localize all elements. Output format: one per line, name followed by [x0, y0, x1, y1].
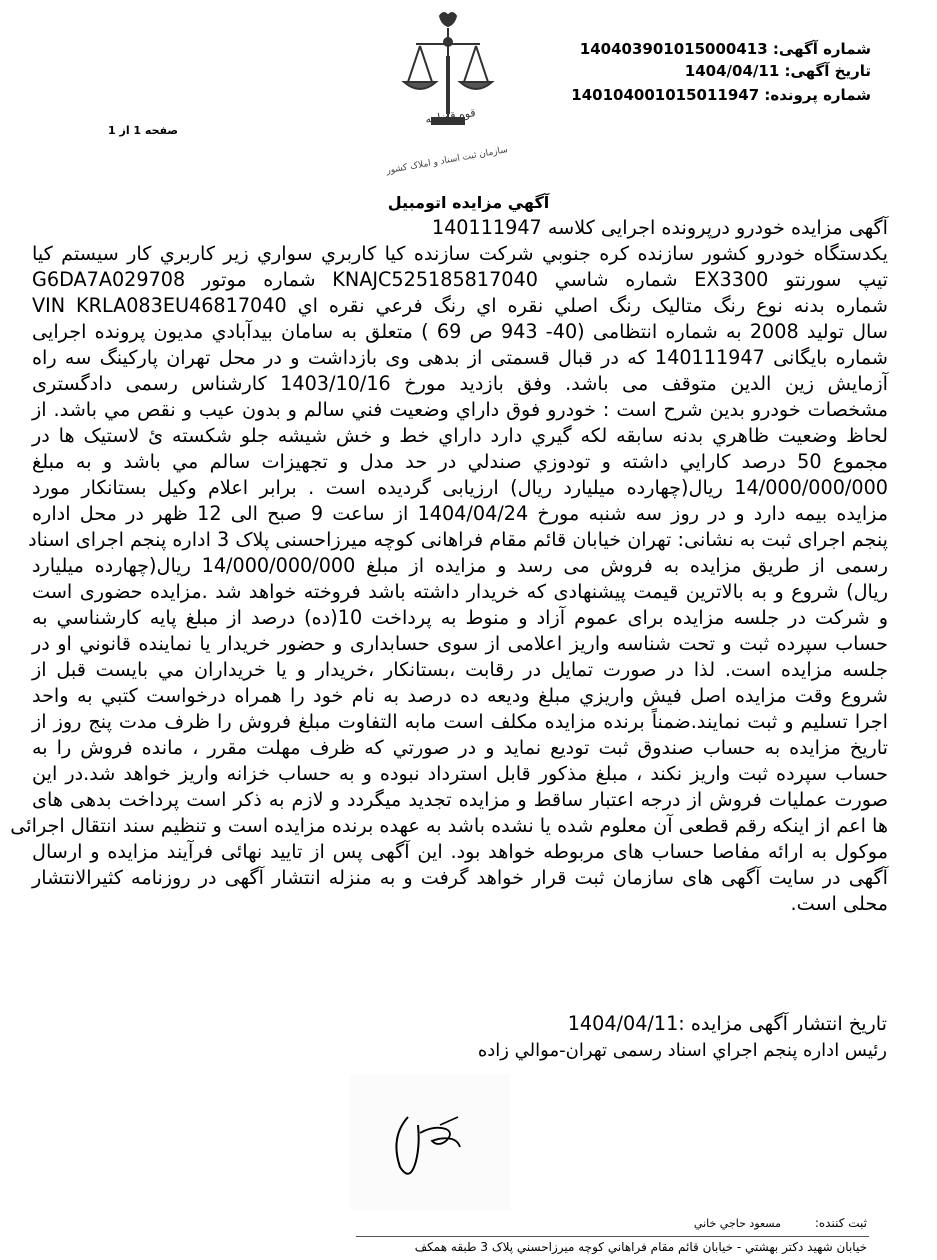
- svg-text:قوه قضاییه: قوه قضاییه: [424, 106, 477, 127]
- body-line: جلسه مزايده است. لذا در صورت تمايل در رقابت ،بستانکار ،خريدار و يا خريداران مي بايست قبل از: [32, 658, 888, 681]
- body-line: مشخصات خودرو بدين شرح است : خودرو فوق داراي وضعيت فني سالم و بدون عيب و نقص مي باشد. از: [32, 398, 888, 421]
- body-line: رسمی از طریق مزایده به فروش می رسد و مزایده از مبلغ 14/000/000/000 ريال(چهارده ميليارد: [32, 554, 888, 577]
- body-line: پنجم اجرای ثبت به نشانی: تهران خیابان قائم مقام فراهانی کوچه میرزاحسنی پلاک 3 اداره پنجم اجرای اسناد: [28, 528, 888, 551]
- registrar-row: [694, 1216, 867, 1230]
- body-line: لحاظ وضعيت ظاهري بدنه سابقه لکه گيري دارد داراي خط و خش شيشه جلو شکسته ئ لاستيک ها در: [32, 424, 888, 447]
- body-line: موکول به ارائه مفاصا حساب های مربوطه خواهد بود. این آگهی پس از تایید نهائی فرآیند مزایده و ارسال: [32, 840, 888, 863]
- body-line: یکدستگاه خودرو کشور سازنده کره جنوبي شرکت سازنده کيا کاربري سواري زير کاربري کار سيستم کيا: [32, 242, 888, 265]
- signature: [350, 1075, 510, 1210]
- body-line: مزایده بیمه دارد و در روز سه شنبه مورخ 1404/04/24 از ساعت 9 صبح الی 12 ظهر در محل اداره: [32, 502, 889, 525]
- body-line: آگهی در سایت آگهی های سازمان ثبت قرار خواهد گرفت و به منزله انتشار آگهی در روزنامه کثیرالانتشار: [32, 866, 888, 889]
- office-address: خيابان شهيد دکتر بهشتي - خيابان قائم مقام فراهاني کوچه ميرزاحسني پلاک 3 طبقه همکف: [414, 1240, 867, 1254]
- handwritten-signature-icon: [350, 1075, 510, 1210]
- ad-number: 14040390101500041​3: [579, 40, 768, 58]
- judiciary-logo: [372, 6, 532, 177]
- registrar-label: ثبت کننده:: [814, 1216, 867, 1230]
- ad-date-row: [685, 60, 871, 82]
- ad-number-row: [580, 38, 871, 60]
- svg-text:سازمان ثبت اسناد و املاک کشور: سازمان ثبت اسناد و املاک کشور: [385, 145, 509, 177]
- body-line: محلی است.: [790, 892, 888, 915]
- body-line: مجموع 50 درصد کارايي داشته و تودوزي صندلي در حد مدل و تجهيزات سالم مي باشد و به مبلغ: [32, 450, 888, 473]
- body-line: تيپ سورنتو EX3300 شماره شاسي KNAJC525185817040 شماره موتور G6DA7A029708: [32, 268, 889, 291]
- registrar-name: مسعود حاجي خاني: [693, 1217, 782, 1230]
- case-number-row: [571, 84, 871, 106]
- body-line: شروع وقت مزايده اصل فيش واريزي مبلغ وديعه ده درصد به نام خود را همراه درخواست کتبي به واحد: [32, 684, 888, 707]
- body-line: شماره بایگانی 140111947 که در قبال قسمتی از بدهی وی بازداشت و در محل تهران پارکینگ سه راه: [32, 346, 888, 369]
- ad-date-label: تاریخ آگهی:: [784, 62, 871, 80]
- footer-divider: [356, 1236, 869, 1237]
- body-line: حساب سپرده ثبت واريز نکند ، مبلغ مذکور قابل استرداد نبوده و به حساب خزانه واريز خواهد شد.در اين: [32, 762, 888, 785]
- scales-of-justice-icon: [372, 6, 532, 177]
- body-line: آزمایش زین الدین متوقف می باشد. وفق بازدید مورخ 1403/10/16 کارشناس رسمی دادگستری: [32, 372, 888, 395]
- case-number: 140104001015011947: [571, 86, 760, 104]
- body-line: صورت عمليات فروش از درجه اعتبار ساقط و مزايده تجديد ميگردد و لازم به ذکر است پرداخت بدهی های: [32, 788, 888, 811]
- body-line: 14/000/000/000 ريال(چهارده ميليارد ريال) ارزيابی گرديده است . برابر اعلام وکيل بستانکار مورد: [32, 476, 888, 499]
- body-line: سال تولید 2008 به شماره انتظامی (40- 943 ص 69 ) متعلق به سامان بیدآبادي مدیون پرونده اجرایی: [32, 320, 888, 343]
- ad-date: 1404/04/11: [684, 62, 780, 80]
- body-line: ها اعم از اينکه رقم قطعی آن معلوم شده يا نشده باشد به عهده برنده مزايده است و تنظیم سند انتقال اجرائی: [10, 814, 888, 837]
- ad-number-label: شماره آگهی:: [772, 40, 871, 58]
- page-number: صفحه 1 از 1: [108, 124, 179, 137]
- body-line: آگهی مزایده خودرو درپرونده اجرایی کلاسه 140111947: [431, 216, 888, 239]
- notice-title: آگهي مزايده اتومبيل: [387, 193, 550, 212]
- body-line: حساب سپرده ثبت و تحت شناسه واریز اعلامی از سوی حسابداری و حضور خريدار يا نماينده قانوني او در: [32, 632, 888, 655]
- publish-date-line: تاریخ انتشار آگهی مزایده :1404/04/11: [567, 1012, 887, 1035]
- body-line: شماره بدنه نوع رنگ متاليک رنگ اصلي نقره اي رنگ فرعي نقره اي VIN KRLA083EU46817040: [32, 294, 888, 317]
- notice-body: [10, 215, 889, 917]
- case-number-label: شماره پرونده:: [764, 86, 871, 104]
- body-line: تاريخ مزايده به حساب صندوق ثبت توديع نمايد و در صورتي که ظرف مهلت مقرر ، مانده فروش را به: [32, 736, 888, 759]
- body-line: اجرا تسليم و ثبت نمايند.ضمناً برنده مزایده مکلف است مابه التفاوت مبلغ فروش را ظرف مدت پنج روز از: [32, 710, 888, 733]
- body-line: ريال) شروع و به بالاترین قیمت پیشنهادی که خریدار داشته باشد فروخته خواهد شد .مزایده حضوری است: [32, 580, 888, 603]
- body-line: و شرکت در جلسه مزایده برای عموم آزاد و منوط به پرداخت 10(ده) درصد از مبلغ پايه کارشناسي به: [32, 606, 889, 629]
- signer-line: رئیس اداره پنجم اجراي اسناد رسمی تهران-موالي زاده: [477, 1040, 887, 1061]
